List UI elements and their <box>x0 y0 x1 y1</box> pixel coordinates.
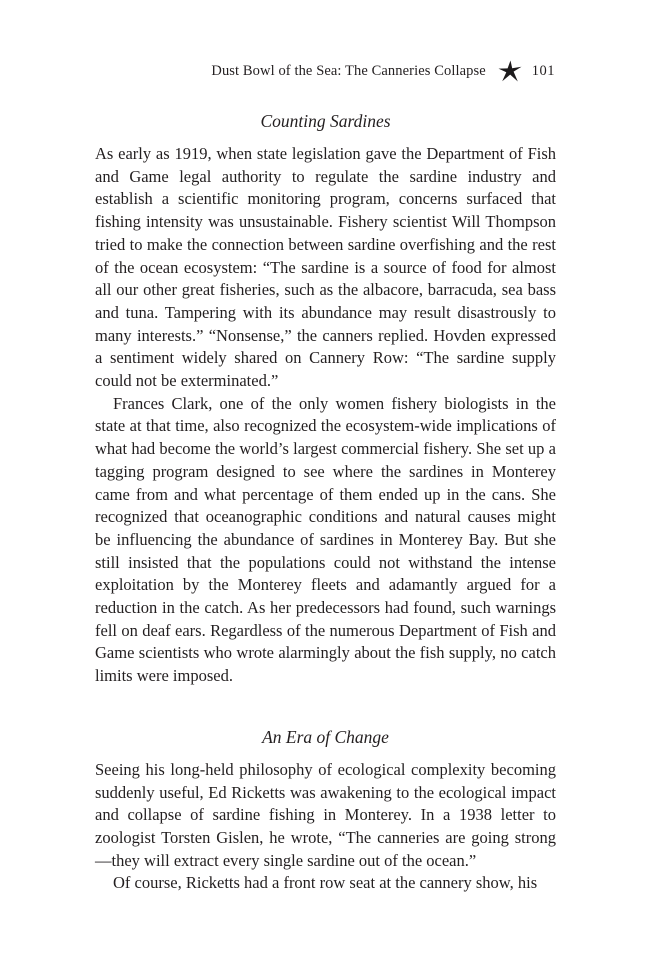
paragraph: Seeing his long-held philosophy of ecological complexity becoming suddenly useful, Ed Ricketts was awakening to the ecological impact and collapse of sardine fishing in Monterey. In a 1938 letter to zoologist Torsten Gislen, he wrote, “The canneries are going strong—they will extract every single sardine out of the ocean.” <box>95 759 556 870</box>
running-head <box>211 60 555 82</box>
page-number: 101 <box>531 62 555 79</box>
paragraph: As early as 1919, when state legislation gave the Department of Fish and Game legal authority to regulate the sardine industry and establish a scientific monitoring program, concerns surfaced that fishing intensity was unsustainable. Fishery scientist Will Thompson tried to make the connection between sardine overfishing and the rest of the ocean ecosystem: “The sardine is a source of food for almost all our other great fisheries, such as the albacore, barracuda, sea bass and tuna. Tampering with its abundance may result disastrously to many interests.” “Nonsense,” the canners replied. Hovden expressed a sentiment widely shared on Cannery Row: “The sardine supply could not be exterminated.” <box>95 144 556 391</box>
running-head-title: Dust Bowl of the Sea: The Canneries Collapse <box>211 62 486 79</box>
body-text <box>95 108 556 895</box>
section-heading-era-of-change: An Era of Change <box>262 726 389 747</box>
star-icon <box>498 60 522 82</box>
paragraph: Of course, Ricketts had a front row seat at the cannery show, his <box>113 873 538 893</box>
paragraph: Frances Clark, one of the only women fishery biologists in the state at that time, also recognized the ecosystem-wide implications of what had become the world’s largest commercial fishery. She set up a tagging program designed to see where the sardines in Monterey came from and what percentage of them ended up in the cans. She recognized that oceanographic conditions and natural causes might be influencing the abundance of sardines in Monterey Bay. But she still insisted that the populations could not withstand the intense exploitation by the Monterey fleets and adamantly argued for a reduction in the catch. As her predecessors had found, such warnings fell on deaf ears. Regardless of the numerous Department of Fish and Game scientists who wrote alarmingly about the fish supply, no catch limits were imposed. <box>95 393 556 686</box>
section-heading-counting-sardines: Counting Sardines <box>260 111 391 131</box>
